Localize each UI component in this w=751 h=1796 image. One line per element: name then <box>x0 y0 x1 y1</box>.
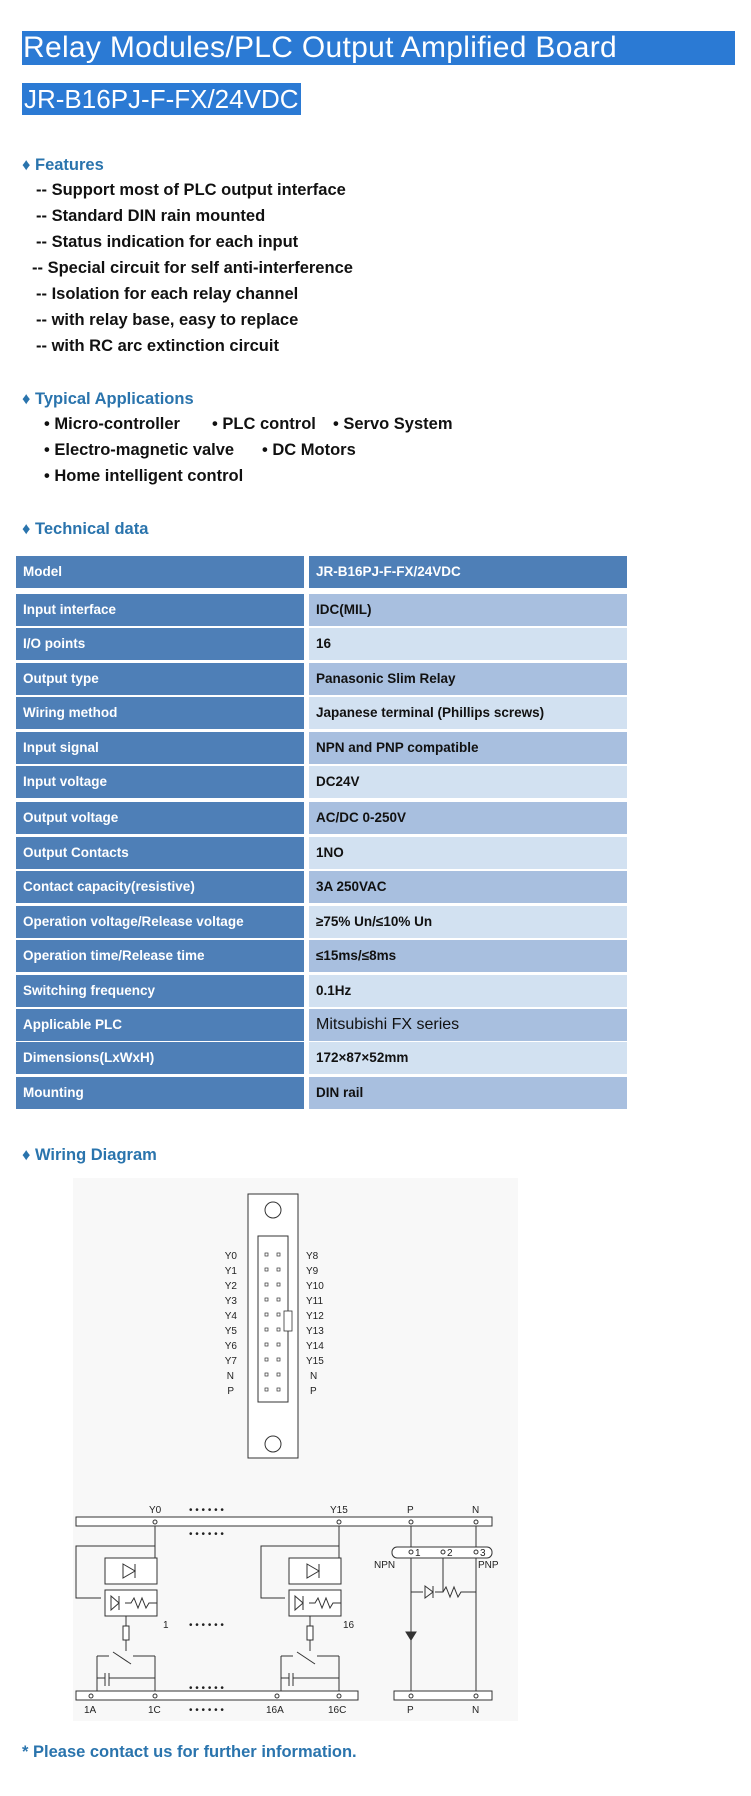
application-item: • Home intelligent control <box>44 467 244 485</box>
spec-value: Panasonic Slim Relay <box>309 663 627 695</box>
spec-row <box>16 906 627 938</box>
spec-key: Operation time/Release time <box>16 940 304 972</box>
pin-label: Y11 <box>306 1296 324 1307</box>
bus-label: N <box>472 1505 480 1516</box>
spec-key: Model <box>16 556 304 588</box>
spec-row <box>16 975 627 1007</box>
spec-key: Output type <box>16 663 304 695</box>
pin-label: Y12 <box>306 1311 324 1322</box>
spec-row <box>16 1042 627 1074</box>
channel-label: 16 <box>343 1620 355 1631</box>
bus-label: Y0 <box>149 1505 162 1516</box>
spec-row-model <box>16 556 627 588</box>
pin-label: P <box>227 1386 234 1397</box>
pin-label: Y0 <box>224 1251 237 1262</box>
feature-item: -- with relay base, easy to replace <box>36 311 299 329</box>
spec-row <box>16 1009 627 1041</box>
spec-value: Mitsubishi FX series <box>309 1009 627 1041</box>
bus-label: P <box>407 1505 414 1516</box>
dots: • • • • • • <box>189 1529 224 1540</box>
application-item: • Servo System <box>333 415 453 433</box>
pin-label: Y3 <box>224 1296 237 1307</box>
feature-item: -- with RC arc extinction circuit <box>36 337 279 355</box>
dots: • • • • • • <box>189 1505 224 1516</box>
spec-key: Operation voltage/Release voltage <box>16 906 304 938</box>
spec-row <box>16 837 627 869</box>
pin-label: Y8 <box>306 1251 319 1262</box>
jumper-label: PNP <box>478 1560 499 1571</box>
spec-key: Wiring method <box>16 697 304 729</box>
wiring-heading: ♦ Wiring Diagram <box>22 1146 157 1164</box>
spec-row <box>16 732 627 764</box>
pin-label: Y15 <box>306 1356 324 1367</box>
pin-label: Y1 <box>224 1266 237 1277</box>
spec-value: ≥75% Un/≤10% Un <box>309 906 627 938</box>
terminal-label: P <box>407 1705 414 1716</box>
pin-label: P <box>310 1386 317 1397</box>
pin-label: Y7 <box>224 1356 237 1367</box>
spec-row <box>16 871 627 903</box>
spec-key: Mounting <box>16 1077 304 1109</box>
terminal-label: N <box>472 1705 480 1716</box>
page-title: Relay Modules/PLC Output Amplified Board <box>23 31 617 64</box>
spec-key: Output voltage <box>16 802 304 834</box>
spec-key: Contact capacity(resistive) <box>16 871 304 903</box>
spec-value: 172×87×52mm <box>309 1042 627 1074</box>
contact-note: * Please contact us for further information. <box>22 1743 357 1761</box>
pin-label: Y14 <box>306 1341 324 1352</box>
spec-key: Input voltage <box>16 766 304 798</box>
pin-label: Y2 <box>224 1281 237 1292</box>
pin-label: Y4 <box>224 1311 237 1322</box>
spec-key: Output Contacts <box>16 837 304 869</box>
spec-value: Japanese terminal (Phillips screws) <box>309 697 627 729</box>
pin-label: Y13 <box>306 1326 324 1337</box>
spec-row <box>16 802 627 834</box>
spec-row <box>16 628 627 660</box>
terminal-label: 1A <box>84 1705 97 1716</box>
feature-item: -- Status indication for each input <box>36 233 299 251</box>
pin-label: Y9 <box>306 1266 319 1277</box>
feature-item: -- Standard DIN rain mounted <box>36 207 266 225</box>
features-heading: ♦ Features <box>22 156 104 174</box>
jumper-label: 3 <box>480 1548 486 1559</box>
feature-item: -- Special circuit for self anti-interference <box>32 259 353 277</box>
pin-label: N <box>226 1371 234 1382</box>
spec-value: 0.1Hz <box>309 975 627 1007</box>
dots: • • • • • • <box>189 1683 224 1694</box>
spec-row <box>16 1077 627 1109</box>
jumper-label: NPN <box>374 1560 396 1571</box>
application-item: • Micro-controller <box>44 415 180 433</box>
bus-label: Y15 <box>330 1505 348 1516</box>
dots: • • • • • • <box>189 1705 224 1716</box>
spec-key: Applicable PLC <box>16 1009 304 1041</box>
spec-value: AC/DC 0-250V <box>309 802 627 834</box>
spec-value: DIN rail <box>309 1077 627 1109</box>
spec-row <box>16 663 627 695</box>
wiring-diagram <box>73 1178 518 1721</box>
jumper-label: 2 <box>447 1548 453 1559</box>
spec-value: DC24V <box>309 766 627 798</box>
model-label: JR-B16PJ-F-FX/24VDC <box>24 84 299 114</box>
spec-value: JR-B16PJ-F-FX/24VDC <box>309 556 627 588</box>
spec-key: Input signal <box>16 732 304 764</box>
spec-row <box>16 594 627 626</box>
technical-heading: ♦ Technical data <box>22 520 149 538</box>
jumper-label: 1 <box>415 1548 421 1559</box>
application-item: • PLC control <box>212 415 316 433</box>
spec-value: 1NO <box>309 837 627 869</box>
spec-row <box>16 940 627 972</box>
terminal-label: 1C <box>148 1705 161 1716</box>
spec-value: IDC(MIL) <box>309 594 627 626</box>
spec-key: I/O points <box>16 628 304 660</box>
pin-label: Y6 <box>224 1341 237 1352</box>
spec-value: 3A 250VAC <box>309 871 627 903</box>
dots: • • • • • • <box>189 1620 224 1631</box>
spec-key: Input interface <box>16 594 304 626</box>
spec-key: Switching frequency <box>16 975 304 1007</box>
pin-label: Y10 <box>306 1281 324 1292</box>
pin-label: N <box>310 1371 318 1382</box>
application-item: • Electro-magnetic valve <box>44 441 235 459</box>
terminal-label: 16C <box>328 1705 347 1716</box>
spec-row <box>16 697 627 729</box>
application-item: • DC Motors <box>262 441 356 459</box>
feature-item: -- Isolation for each relay channel <box>36 285 299 303</box>
channel-label: 1 <box>163 1620 169 1631</box>
spec-row <box>16 766 627 798</box>
feature-item: -- Support most of PLC output interface <box>36 181 346 199</box>
terminal-label: 16A <box>266 1705 284 1716</box>
spec-value: NPN and PNP compatible <box>309 732 627 764</box>
spec-value: ≤15ms/≤8ms <box>309 940 627 972</box>
spec-key: Dimensions(LxWxH) <box>16 1042 304 1074</box>
pin-label: Y5 <box>224 1326 237 1337</box>
applications-heading: ♦ Typical Applications <box>22 390 194 408</box>
spec-value: 16 <box>309 628 627 660</box>
